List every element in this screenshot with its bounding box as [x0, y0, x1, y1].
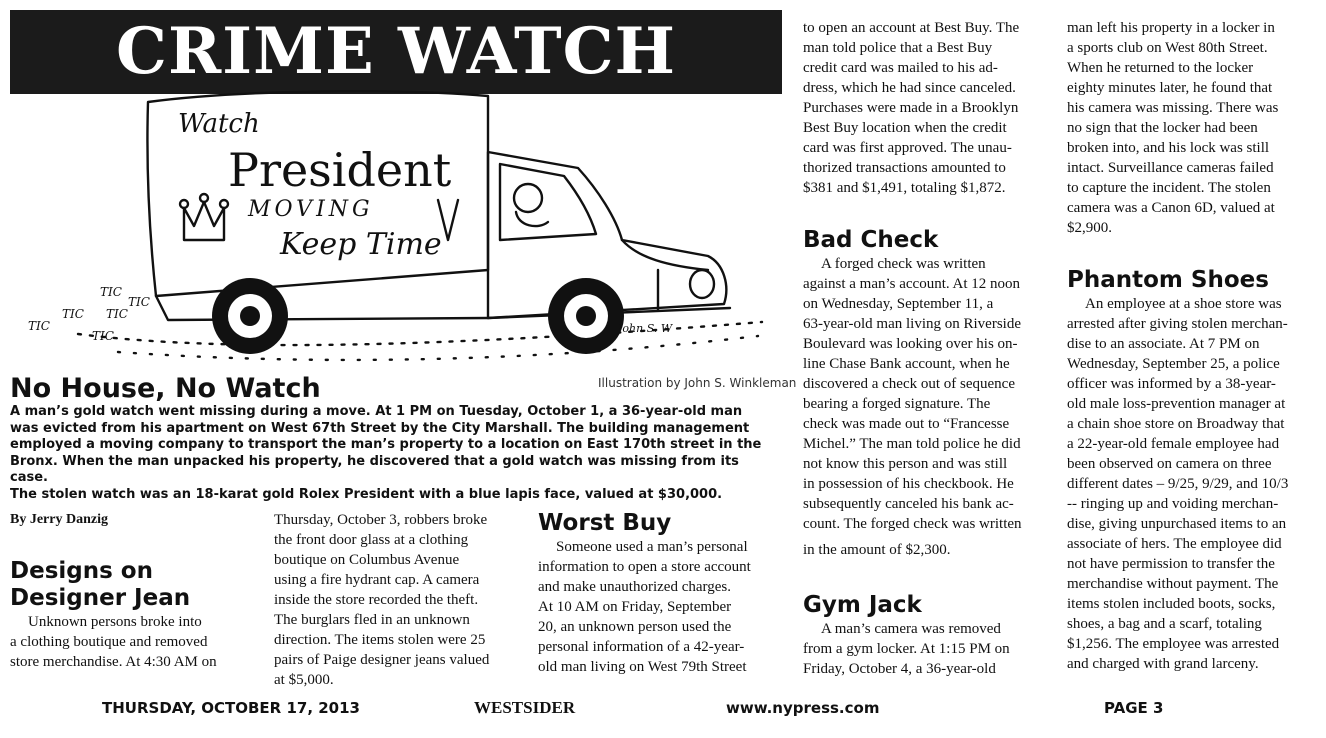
body-line: from a gym locker. At 1:15 PM on: [803, 641, 1010, 657]
footer-url: www.nypress.com: [726, 699, 880, 717]
headline-line: Designer Jean: [10, 585, 191, 611]
body-line: been observed on camera on three: [1067, 456, 1272, 472]
lead-line: employed a moving company to transport the man’s property to a location on East 170th street in the: [10, 437, 762, 453]
body-line: credit card was mailed to his ad-: [803, 60, 998, 76]
body-line: The burglars fled in an unknown: [274, 612, 470, 628]
body-line: dise, giving unpurchased items to an: [1067, 516, 1287, 532]
tic-text: TIC: [28, 319, 50, 333]
body-line: A forged check was written: [821, 256, 986, 272]
body-line: 20, an unknown person used the: [538, 619, 732, 635]
masthead: [10, 10, 782, 94]
body-line: a clothing boutique and removed: [10, 634, 208, 650]
body-line: Thursday, October 3, robbers broke: [274, 512, 488, 528]
body-line: merchandise without payment. The: [1067, 576, 1279, 592]
body-line: eighty minutes later, he found that: [1067, 80, 1273, 96]
body-line: intact. Surveillance cameras failed: [1067, 160, 1274, 176]
body-line: a sports club on West 80th Street.: [1067, 40, 1268, 56]
body-line: Purchases were made in a Brooklyn: [803, 100, 1019, 116]
designer-headline: [10, 558, 265, 612]
body-line: items stolen included boots, socks,: [1067, 596, 1276, 612]
lead-headline: No House, No Watch: [10, 373, 321, 404]
body-line: broken into, and his lock was still: [1067, 140, 1270, 156]
lead-story-body: [10, 404, 780, 504]
body-line: discovered a check out of sequence: [803, 376, 1015, 392]
headline-line: Designs on: [10, 558, 153, 584]
column-5: [1067, 18, 1322, 238]
tic-text: TIC: [62, 307, 84, 321]
body-line: to capture the incident. The stolen: [1067, 180, 1271, 196]
body-line: card was first approved. The unau-: [803, 140, 1012, 156]
gym-jack-story: [803, 592, 1058, 679]
body-line: personal information of a 42-year-: [538, 639, 745, 655]
body-line: the front door glass at a clothing: [274, 532, 469, 548]
body-line: Michel.” The man told police he did: [803, 436, 1021, 452]
body-line: pairs of Paige designer jeans valued: [274, 652, 490, 668]
body-line: $1,256. The employee was arrested: [1067, 636, 1280, 652]
phantom-shoes-headline: Phantom Shoes: [1067, 267, 1269, 293]
body-line: and make unauthorized charges.: [538, 579, 731, 595]
body-line: man told police that a Best Buy: [803, 40, 993, 56]
sign-text-moving: MOVING: [248, 197, 374, 222]
body-line: An employee at a shoe store was: [1085, 296, 1282, 312]
gym-jack-headline: Gym Jack: [803, 592, 922, 618]
artist-signature: John S. W: [618, 322, 673, 335]
column-1: [10, 558, 265, 672]
column-3: [538, 510, 788, 677]
phantom-shoes-story: [1067, 267, 1322, 674]
tic-text: TIC: [100, 285, 122, 299]
lead-line: A man’s gold watch went missing during a move. At 1 PM on Tuesday, October 1, a 36-year-old man: [10, 404, 743, 419]
body-line: $381 and $1,491, totaling $1,872.: [803, 180, 1006, 196]
body-line: shoes, a bag and a scarf, totaling: [1067, 616, 1262, 632]
body-line: store merchandise. At 4:30 AM on: [10, 654, 217, 670]
body-line: bearing a forged signature. The: [803, 396, 991, 412]
body-line: to open an account at Best Buy. The: [803, 20, 1020, 36]
sign-text-watch: Watch: [178, 109, 260, 139]
body-line: associate of hers. The employee did: [1067, 536, 1282, 552]
tic-text: TIC: [92, 329, 114, 343]
body-line: against a man’s account. At 12 noon: [803, 276, 1021, 292]
tic-text: TIC: [106, 307, 128, 321]
body-line: line Chase Bank account, when he: [803, 356, 1010, 372]
footer-paper-name: WESTSIDER: [474, 698, 576, 717]
bad-check-story: [803, 227, 1058, 560]
body-line: a chain shoe store on Broadway that: [1067, 416, 1285, 432]
body-line: $2,900.: [1067, 220, 1112, 236]
illustration-credit: Illustration by John S. Winkleman: [598, 376, 797, 390]
body-line: camera was a Canon 6D, valued at: [1067, 200, 1275, 216]
body-line: arrested after giving stolen merchan-: [1067, 316, 1288, 332]
footer-page-number: PAGE 3: [1104, 699, 1164, 717]
body-line: Friday, October 4, a 36-year-old: [803, 661, 996, 677]
body-line: inside the store recorded the theft.: [274, 592, 479, 608]
lead-line: The stolen watch was an 18-karat gold Rolex President with a blue lapis face, valued at $30,000.: [10, 486, 723, 502]
body-line: using a fire hydrant cap. A camera: [274, 572, 480, 588]
body-line: A man’s camera was removed: [821, 621, 1001, 637]
page-title: CRIME WATCH: [116, 14, 676, 89]
body-line: in the amount of $2,300.: [803, 542, 951, 558]
body-line: count. The forged check was written: [803, 516, 1022, 532]
body-line: in possession of his checkbook. He: [803, 476, 1014, 492]
body-line: dise to an associate. At 7 PM on: [1067, 336, 1260, 352]
body-line: on Wednesday, September 11, a: [803, 296, 994, 312]
moving-truck-illustration: [18, 90, 782, 380]
body-line: Boulevard was looking over his on-: [803, 336, 1018, 352]
column-4: [803, 18, 1058, 198]
sign-text-president: President: [228, 143, 452, 197]
body-line: At 10 AM on Friday, September: [538, 599, 732, 615]
body-line: subsequently canceled his bank ac-: [803, 496, 1014, 512]
body-line: thorized transactions amounted to: [803, 160, 1006, 176]
body-line: information to open a store account: [538, 559, 751, 575]
body-line: man left his property in a locker in: [1067, 20, 1275, 36]
body-line: his camera was missing. There was: [1067, 100, 1279, 116]
body-line: old man living on West 79th Street: [538, 659, 747, 675]
body-line: boutique on Columbus Avenue: [274, 552, 460, 568]
body-line: and charged with grand larceny.: [1067, 656, 1259, 672]
body-line: at $5,000.: [274, 672, 334, 688]
footer-date: THURSDAY, OCTOBER 17, 2013: [102, 699, 360, 717]
worst-buy-headline: Worst Buy: [538, 510, 672, 536]
byline: By Jerry Danzig: [10, 512, 108, 527]
column-2: [274, 510, 532, 690]
lead-line: Bronx. When the man unpacked his property, he discovered that a gold watch was missing from its case.: [10, 453, 739, 486]
body-line: direction. The items stolen were 25: [274, 632, 486, 648]
body-line: When he returned to the locker: [1067, 60, 1254, 76]
tic-text: TIC: [128, 295, 150, 309]
body-line: Someone used a man’s personal: [556, 539, 748, 555]
bad-check-headline: Bad Check: [803, 227, 939, 253]
body-line: old male loss-prevention manager at: [1067, 396, 1286, 412]
body-line: Wednesday, September 25, a police: [1067, 356, 1280, 372]
body-line: a 22-year-old female employee had: [1067, 436, 1280, 452]
body-line: 63-year-old man living on Riverside: [803, 316, 1021, 332]
body-line: officer was informed by a 38-year-: [1067, 376, 1276, 392]
body-line: dress, which he had since canceled.: [803, 80, 1016, 96]
body-line: not know this person and was still: [803, 456, 1008, 472]
body-line: not have permission to transfer the: [1067, 556, 1275, 572]
body-line: no sign that the locker had been: [1067, 120, 1258, 136]
body-line: check was made out to “Francesse: [803, 416, 1010, 432]
body-line: different dates – 9/25, 9/29, and 10/3: [1067, 476, 1289, 492]
body-line: Best Buy location when the credit: [803, 120, 1007, 136]
body-line: Unknown persons broke into: [28, 614, 202, 630]
lead-line: was evicted from his apartment on West 67th Street by the City Marshall. The building management: [10, 420, 750, 436]
body-line: -- ringing up and voiding merchan-: [1067, 496, 1279, 512]
sign-text-keep-time: Keep Time: [280, 227, 442, 262]
